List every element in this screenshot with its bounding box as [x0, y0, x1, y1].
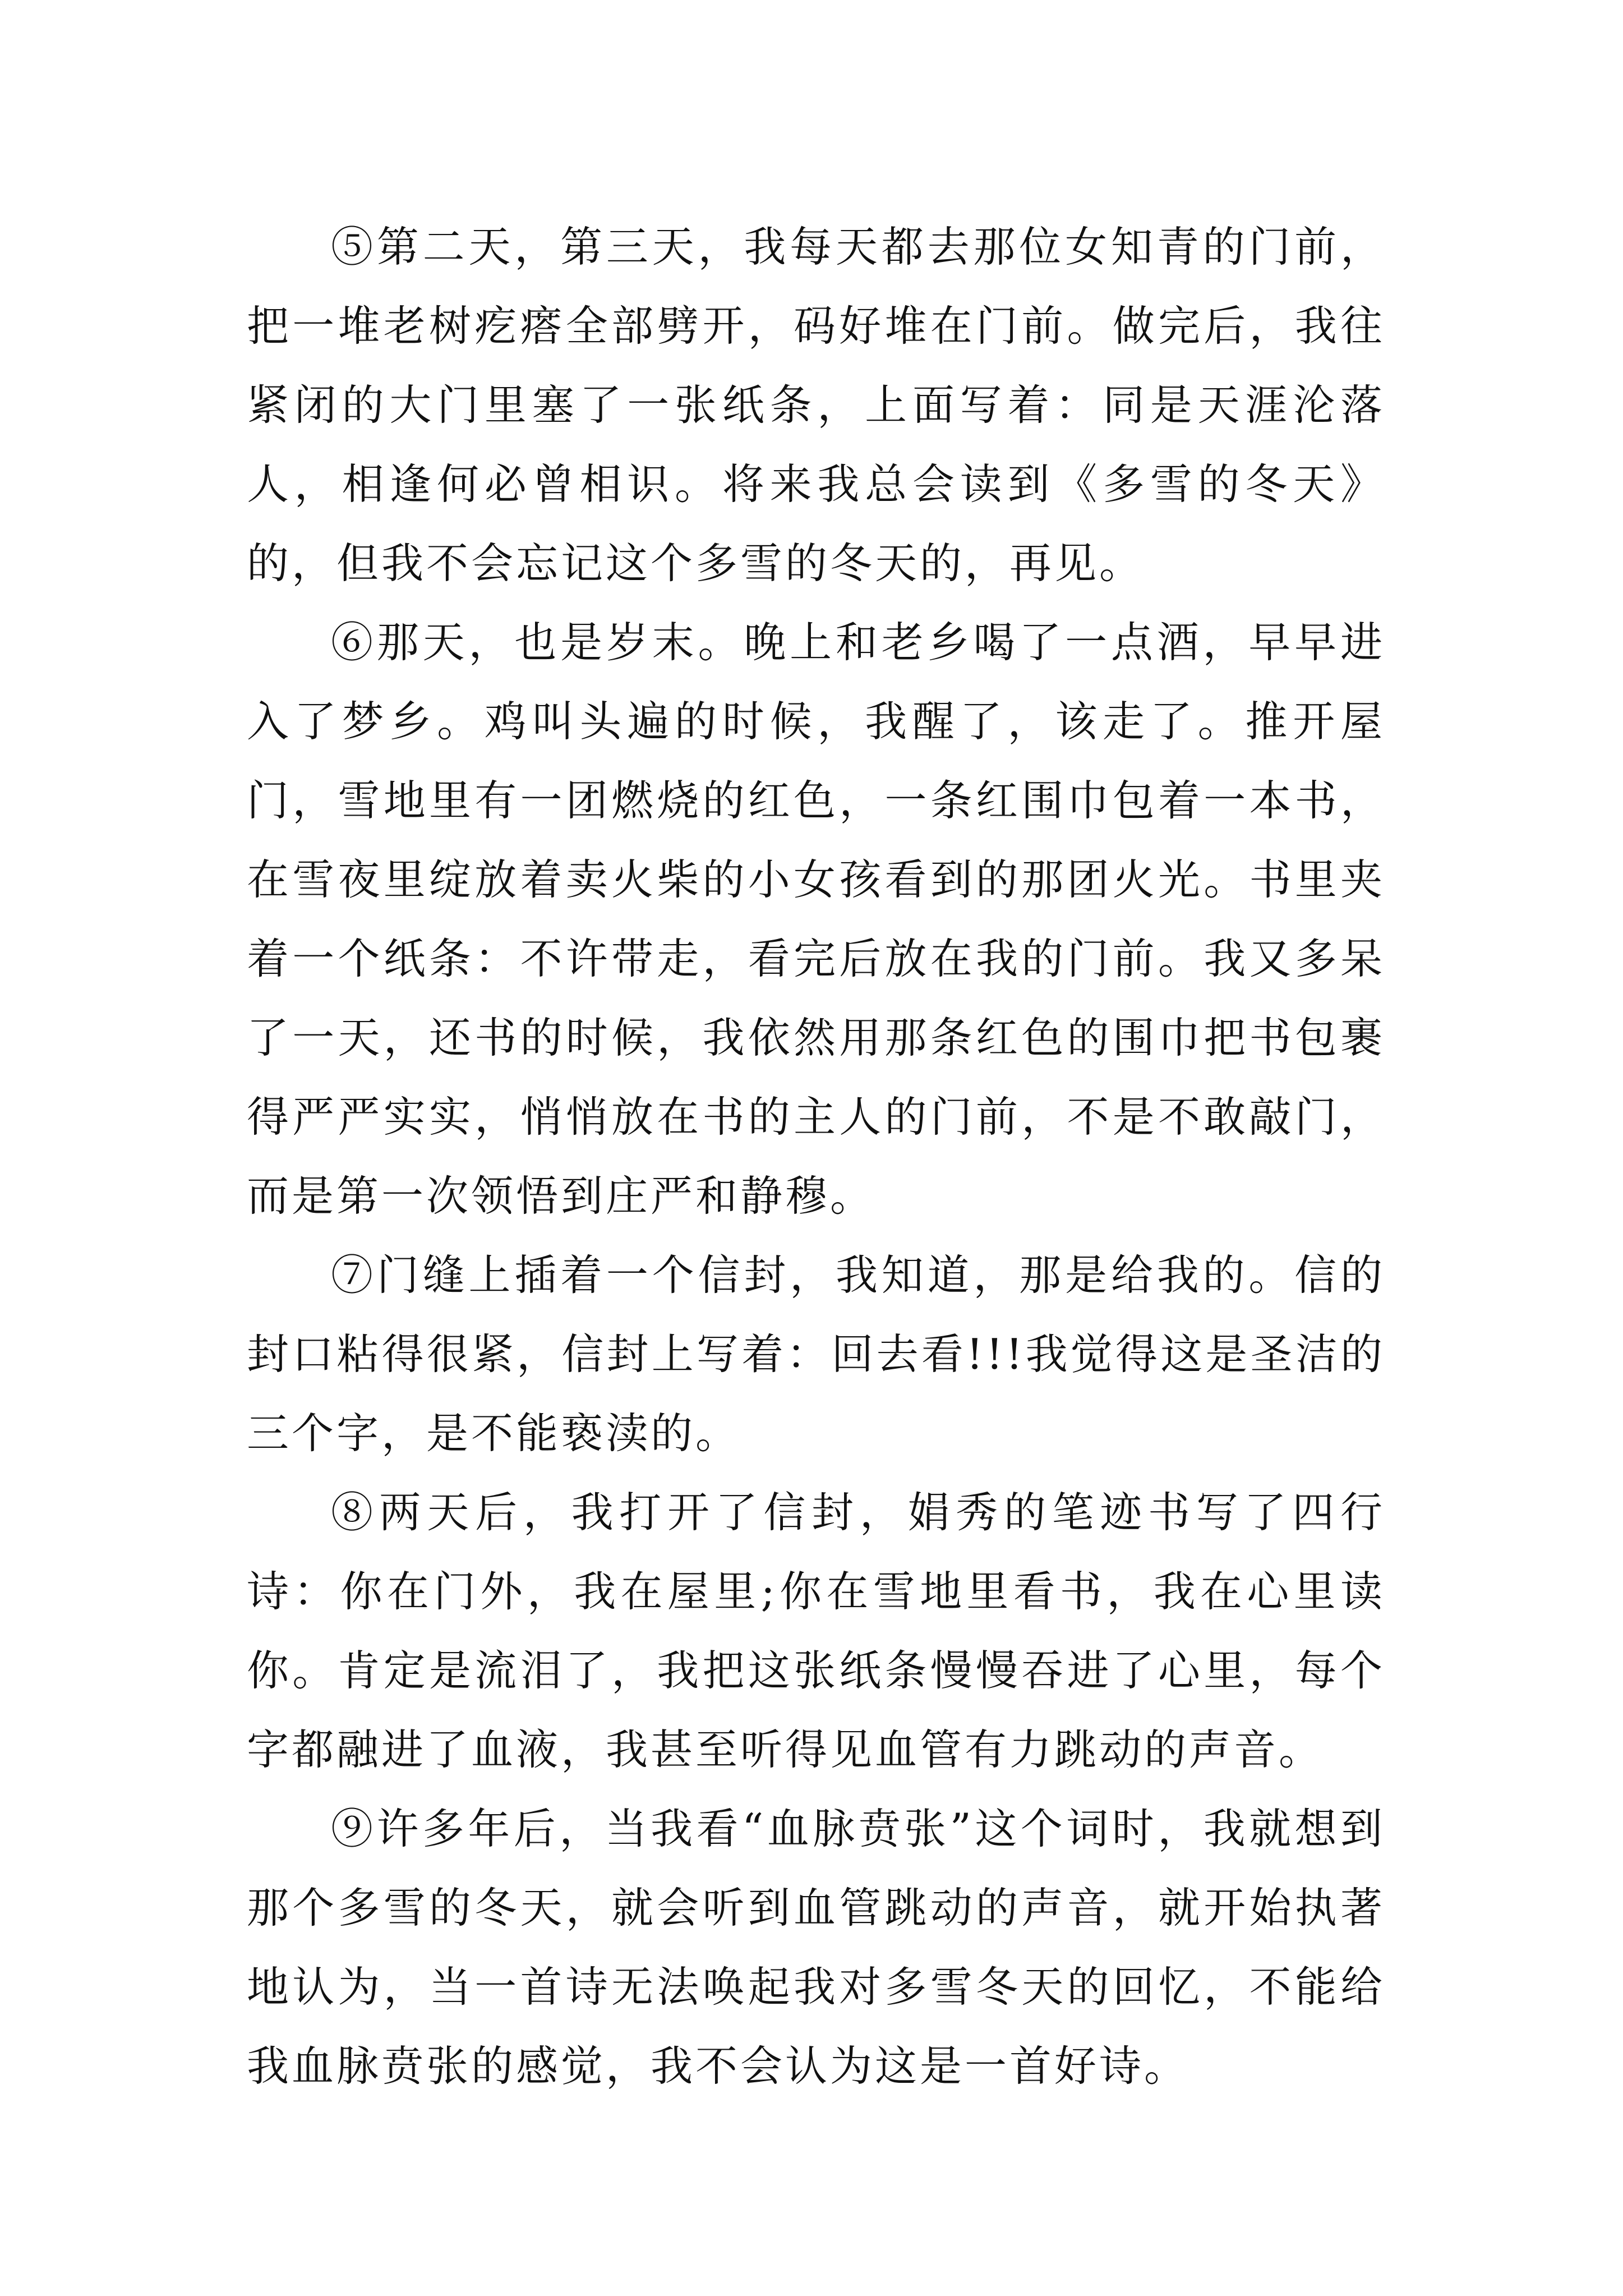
paragraph-7: ⑦门缝上插着一个信封，我知道，那是给我的。信的封口粘得很紧，信封上写着：回去看!!!我觉得这是圣洁的三个字，是不能亵渎的。: [247, 1250, 1385, 1458]
paragraph-5: ⑤第二天，第三天，我每天都去那位女知青的门前，把一堆老树疙瘩全部劈开，码好堆在门前。做完后，我往紧闭的大门里塞了一张纸条，上面写着：同是天涯沦落人，相逢何必曾相识。将来我总会读到《多雪的冬天》的，但我不会忘记这个多雪的冬天的，再见。: [247, 222, 1385, 588]
document-body: [247, 208, 1385, 2106]
paragraph-6: ⑥那天，也是岁末。晚上和老乡喝了一点酒，早早进入了梦乡。鸡叫头遍的时候，我醒了，该走了。推开屋门，雪地里有一团燃烧的红色，一条红围巾包着一本书，在雪夜里绽放着卖火柴的小女孩看到的那团火光。书里夹着一个纸条：不许带走，看完后放在我的门前。我又多呆了一天，还书的时候，我依然用那条红色的围巾把书包裹得严严实实，悄悄放在书的主人的门前，不是不敢敲门，而是第一次领悟到庄严和静穆。: [247, 618, 1385, 1221]
paragraph-8: ⑧两天后，我打开了信封，娟秀的笔迹书写了四行诗：你在门外，我在屋里;你在雪地里看书，我在心里读你。肯定是流泪了，我把这张纸条慢慢吞进了心里，每个字都融进了血液，我甚至听得见血管有力跳动的声音。: [247, 1488, 1385, 1774]
paragraph-9: ⑨许多年后，当我看“血脉贲张”这个词时，我就想到那个多雪的冬天，就会听到血管跳动的声音，就开始执著地认为，当一首诗无法唤起我对多雪冬天的回忆，不能给我血脉贲张的感觉，我不会认为这是一首好诗。: [247, 1804, 1385, 2091]
